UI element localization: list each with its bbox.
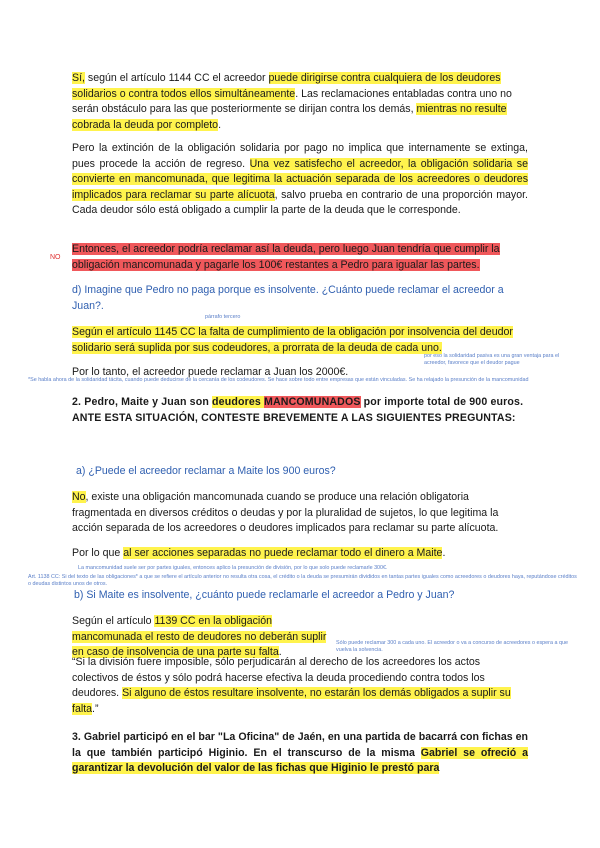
note-ventaja: por eso la solidaridad pasiva es una gran ventaja para el acreedor, favorece que el deudor pague <box>424 353 560 366</box>
paragraph-por-lo-que: Por lo que al ser acciones separadas no puede reclamar todo el dinero a Maite. <box>72 547 446 559</box>
note-300: Sólo puede reclamar 300 a cada uno. El acreedor o va a concurso de acreedores o espera a que vuelva la solvencia. <box>336 640 568 653</box>
margin-no-note: NO <box>50 254 61 261</box>
question-d: d) Imagine que Pedro no paga porque es insolvente. ¿Cuánto puede reclamar el acreedor a Juan?. <box>72 284 504 312</box>
question-b: b) Si Maite es insolvente, ¿cuánto puede reclamarle el acreedor a Pedro y Juan? <box>74 589 455 601</box>
note-solidaridad-tacita: *Se habla ahora de la solidaridad tácita, cuando puede deducirse de la cercanía de los codeudores. Se hace sobre todo entre empresas que están vinculadas. Se ha relajado la presunción de la mancomunidad <box>28 377 529 383</box>
paragraph-extincion: Pero la extinción de la obligación solidaria por pago no implica que internamente se extinga, pues procede la acción de regreso. Una vez satisfecho el acreedor, la obligación solidaria se convierte en mancomunada, que legitima la actuación separada de los acreedores o deudores implicados para reclamar su parte alícuota, salvo prueba en contrario de una proporción mayor. Cada deudor sólo está obligado a cumplir la parte de la deuda que le corresponde. <box>72 142 528 217</box>
note-parrafo-tercero: párrafo tercero <box>205 314 241 320</box>
question-a: a) ¿Puede el acreedor reclamar a Maite los 900 euros? <box>76 465 336 477</box>
paragraph-1145: Según el artículo 1145 CC la falta de cumplimiento de la obligación por insolvencia del deudor solidario será suplida por sus codeudores, a prorrata de la deuda de cada uno. <box>72 326 513 354</box>
note-art-1138: Art. 1138 CC: Si del texto de las obligaciones* a que se refiere el artículo anterior no resulta otra cosa, el crédito o la deuda se presumirán divididos en tantas partes iguales como acreedores o deudores haya, reputándose créditos o deudas distintos unos de otros. <box>28 574 577 587</box>
heading-question-3: 3. Gabriel participó en el bar "La Oficina" de Jaén, en una partida de bacarrá con fichas en la que también participó Higinio. En el transcurso de la misma Gabriel se ofreció a garantizar la devolución del valor de las fichas que Higinio le prestó para <box>72 731 528 775</box>
paragraph-quote: “Si la división fuere imposible, sólo perjudicarán al derecho de los acreedores los actos colectivos de éstos y sólo podrá hacerse efectiva la deuda procediendo contra todos los deudores. Si alguno de éstos resultare insolvente, no estarán los demás obligados a suplir su falta.” <box>72 656 511 715</box>
heading-question-2: 2. Pedro, Maite y Juan son deudores MANCOMUNADOS por importe total de 900 euros. ANTE ESTA SITUACIÓN, CONTESTE BREVEMENTE A LAS SIGUIENTES PREGUNTAS: <box>72 396 524 424</box>
paragraph-1139: Según el artículo 1139 CC en la obligación mancomunada el resto de deudores no deberán suplir en caso de insolvencia de una parte su falta. <box>72 615 327 659</box>
paragraph-conclusion-2000: Por lo tanto, el acreedor puede reclamar a Juan los 2000€. <box>72 366 349 378</box>
paragraph-entonces: Entonces, el acreedor podría reclamar así la deuda, pero luego Juan tendría que cumplir la obligación mancomunada y pagarle los 100€ restantes a Pedro para igualar las partes. <box>72 243 500 271</box>
paragraph-mancomunada: No, existe una obligación mancomunada cuando se produce una relación obligatoria fragmentada en diversos créditos o deudas y por la pluralidad de sujetos, lo que legitima la acción separada de los acreedores o deudores implicados para reclamar su parte alícuota. <box>72 491 499 535</box>
paragraph-1144: Sí, según el artículo 1144 CC el acreedor puede dirigirse contra cualquiera de los deudores solidarios o contra todos ellos simultáneamente. Las reclamaciones entabladas contra uno no serán obstáculo para las que posteriormente se dirijan contra los demás, mientras no resulte cobrada la deuda por completo. <box>72 72 512 131</box>
note-presuncion: La mancomunidad suele ser por partes iguales, entonces aplico la presunción de división, por lo que solo puede reclamarle 300€. <box>78 565 388 571</box>
